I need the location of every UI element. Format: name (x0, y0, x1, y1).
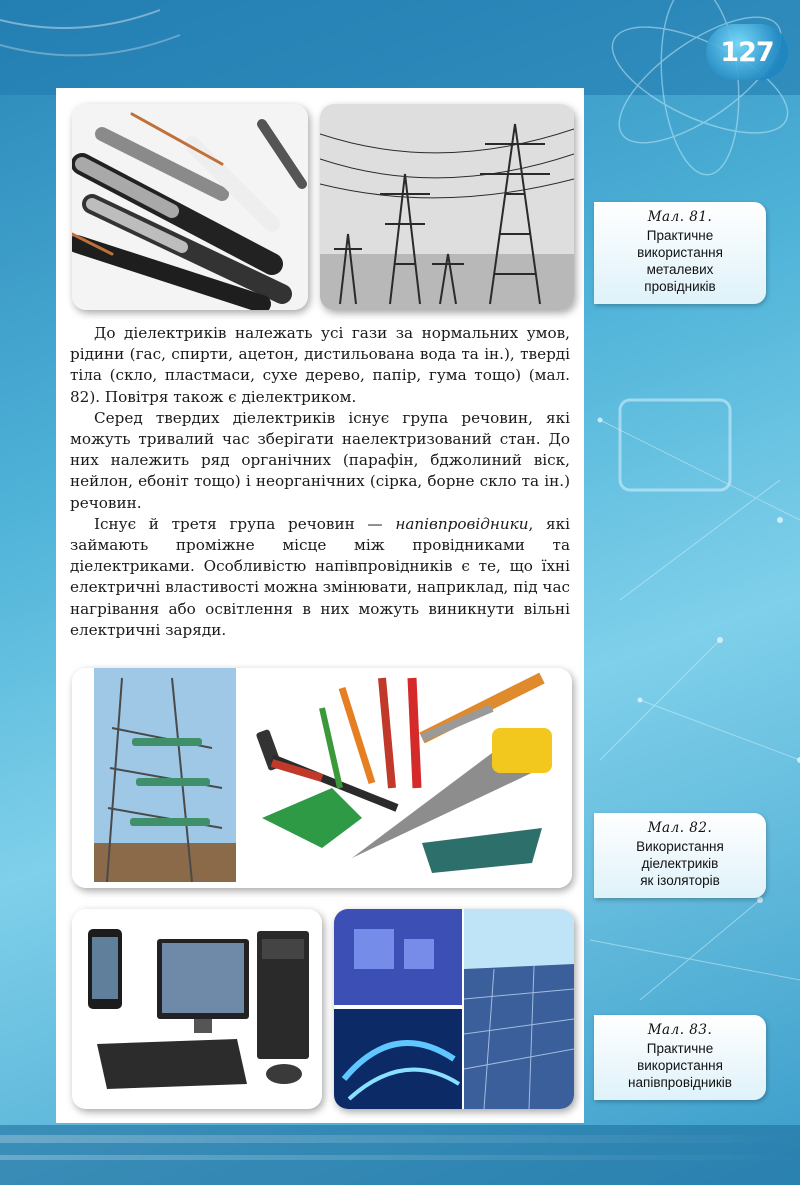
term-semiconductors: напівпровідники (395, 514, 529, 533)
caption-82-line-1: Використання (636, 839, 724, 854)
figure-82-photo (72, 668, 572, 888)
page-number-text: 127 (720, 36, 774, 68)
insulators-and-tools-illustration (72, 668, 572, 888)
caption-81-line-2: використання (637, 245, 723, 260)
paragraph-semiconductors (70, 514, 570, 641)
smartphone-and-computer-illustration (72, 909, 322, 1109)
caption-83-line-1: Практичне (646, 1041, 714, 1056)
paragraph-electrets: Серед твердих діелектриків існує група речовин, які можуть тривалий час зберігати наелектризований стан. До них належить ряд органічних (парафін, бджолиний віск, нейлон, ебоніт тощо) і неорганічних (сірка, борне скло та ін.) речовин. (70, 408, 570, 512)
figure-83-photo-semiconductors (334, 909, 574, 1109)
caption-82-line-2: діелектриків (641, 856, 719, 871)
main-text (70, 323, 570, 641)
caption-figure-81 (594, 202, 766, 304)
caption-81-label: Мал. 81. (647, 209, 713, 225)
paragraph-dielectrics: До діелектриків належать усі гази за нормальних умов, рідини (гас, спирти, ацетон, дистильована вода та ін.), тверді тіла (скло, пластмаси, сухе дерево, папір, гума тощо) (мал. 82). Повітря також є діелектриком. (70, 324, 570, 406)
caption-83-line-2: використання (637, 1058, 723, 1073)
caption-83-line-3: напівпровідників (628, 1075, 732, 1090)
paragraph-semiconductors-end: , які займають проміжне місце між провідниками та діелектриками. Особливістю напівпровідників є те, що їхні електричні властивості можна змінювати, наприклад, під час нагрівання або освітлення в них можуть виникнути вільні електричні заряди. (70, 514, 570, 639)
caption-82-line-3: як ізоляторів (640, 873, 720, 888)
caption-figure-82 (594, 813, 766, 898)
page-number (706, 24, 788, 80)
power-line-towers-illustration (320, 104, 574, 310)
caption-81-line-3: металевих (646, 262, 714, 277)
paragraph-semiconductors-start: Існує й третя група речовин — (94, 514, 396, 533)
caption-figure-83 (594, 1015, 766, 1100)
coaxial-cables-illustration (72, 104, 308, 310)
figure-81-photo-power-lines (320, 104, 574, 310)
figure-81-photo-cables (72, 104, 308, 310)
caption-82-label: Мал. 82. (647, 820, 713, 836)
caption-81-line-4: провідників (644, 279, 716, 294)
caption-83-label: Мал. 83. (647, 1022, 713, 1038)
caption-81-line-1: Практичне (646, 228, 714, 243)
semiconductor-devices-illustration (334, 909, 574, 1109)
figure-83-photo-computer (72, 909, 322, 1109)
